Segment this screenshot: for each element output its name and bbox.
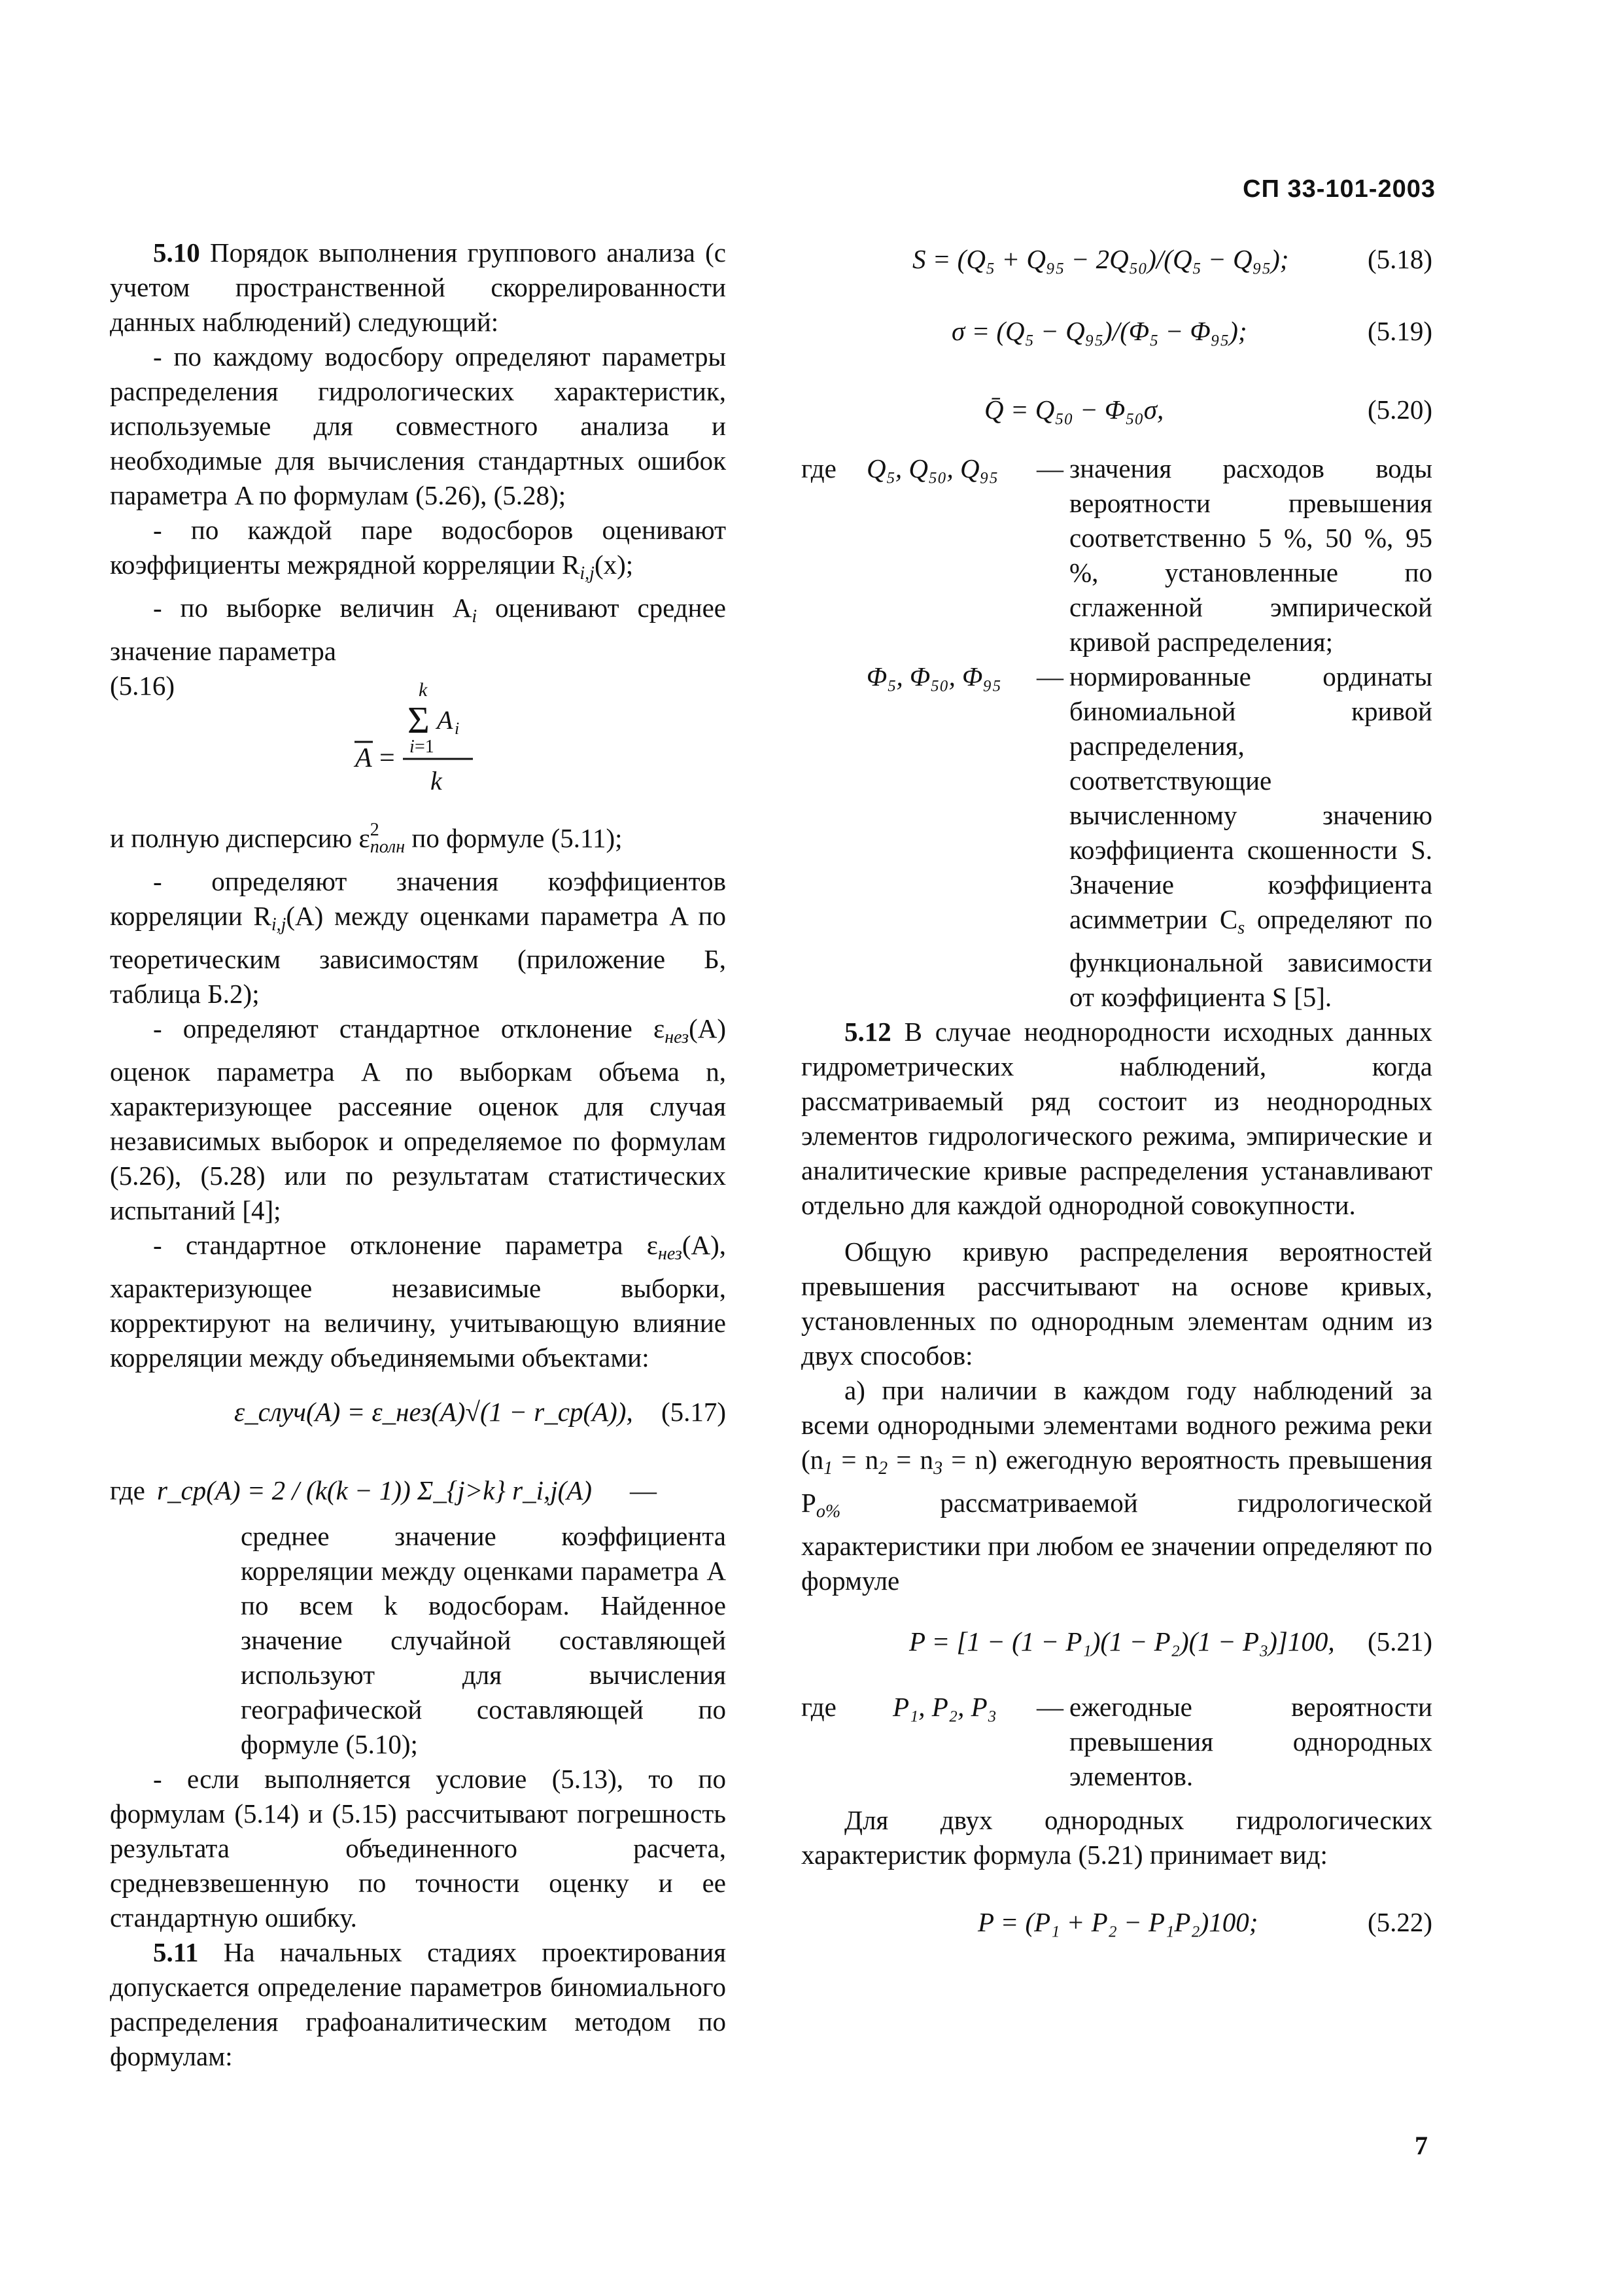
two-characteristics-paragraph: Для двух однородных гидрологических характеристик формула (5.21) принимает вид: (801, 1805, 1432, 1870)
svg-text:i: i (409, 737, 415, 757)
document-code-header: СП 33-101-2003 (1243, 175, 1436, 203)
r-cp-description: среднее значение коэффициента корреляции между оценками параметра A по всем k водосборам. Найденное значение случайной составляющей используют для вычисления географической составляющей по формуле (5.10); (241, 1521, 726, 1759)
page-number: 7 (1415, 2131, 1428, 2160)
formula-expression: P = [1 − (1 − P₁)(1 − P₂)(1 − P₃)]100, (909, 1626, 1335, 1656)
general-curve-paragraph: Общую кривую распределения вероятностей превышения рассчитывают на основе кривых, установленных по однородным элементам одним из двух способов: (801, 1236, 1432, 1371)
list-item: а) при наличии в каждом году наблюдений за всеми однородными элементами водного режима реки $(n_1 = n_2 = n_3 = n)$ ежегодную вероятность превышения $P_{о\%}$ рассматриваемой гидрологической характеристики при любом ее значении определяют по формуле (801, 1375, 1433, 1596)
formula-expression: P = (P₁ + P₂ − P₁P₂)100; (978, 1907, 1258, 1937)
phi-symbols: Φ₅, Φ₅₀, Φ₉₅ (867, 661, 1001, 692)
list-item: - по выборке величин $A_i$ оценивают среднее значение параметра (110, 593, 726, 666)
dash: — (1037, 661, 1063, 692)
formula-number: (5.22) (1367, 1907, 1432, 1937)
q-symbols: Q₅, Q₅₀, Q₉₅ (867, 453, 999, 483)
formula-number: (5.16) (110, 671, 175, 701)
formula-5-16-graphic (110, 669, 726, 813)
section-5-10: 5.10 Порядок выполнения группового анализа (с учетом пространственной скоррелированности данных наблюдений) следующий: (110, 237, 726, 337)
where-label: где (110, 1475, 145, 1505)
where-phi-definition (801, 659, 1432, 1015)
formula-expression: σ = (Q₅ − Q₉₅)/(Φ₅ − Φ₉₅); (952, 316, 1247, 346)
formula-5-20 (801, 373, 1432, 451)
q-description: значения расходов воды вероятности превышения соответственно 5 %, 50 %, 95 %, установленные по сглаженной эмпирической кривой распределения; (1069, 453, 1432, 657)
formula-5-22 (801, 1872, 1432, 1957)
svg-text:Σ: Σ (407, 699, 430, 741)
where-p-definition (801, 1690, 1432, 1794)
section-number: 5.10 (153, 237, 200, 268)
formula-expression: r_ср(A) = 2 / (k(k − 1)) Σ_{j>k} r_i,j(A) (157, 1475, 592, 1505)
formula-number: (5.21) (1367, 1626, 1432, 1656)
formula-5-17 (110, 1375, 726, 1454)
dash: — (630, 1475, 657, 1505)
where-label: где (801, 453, 837, 483)
p-description: ежегодные вероятности превышения однородных элементов. (1069, 1692, 1432, 1791)
formula-expression: Q̄ = Q₅₀ − Φ₅₀σ, (984, 394, 1164, 425)
p-symbols: P₁, P₂, P₃ (893, 1692, 997, 1722)
where-label: где (801, 1692, 837, 1722)
dispersion-line: и полную дисперсию $\varepsilon^2_{полн}$ по формуле (5.11); (110, 820, 623, 857)
where-q-definition (801, 451, 1432, 659)
svg-text:k: k (419, 679, 428, 701)
list-item: - по каждому водосбору определяют параметры распределения гидрологических характеристик, используемые для совместного анализа и необходимые для вычисления стандартных ошибок параметра A по формулам (5.26), (5.28); (110, 342, 726, 510)
list-item: - определяют стандартное отклонение $\varepsilon_{нез}(A)$ оценок параметра A по выборкам объема n, характеризующее рассеяние оценок для случая независимых выборок и определяемое по формулам (5.26), (5.28) или по результатам статистических испытаний [4]; (110, 1013, 726, 1225)
formula-number: (5.17) (661, 1397, 726, 1427)
svg-text:A: A (437, 705, 453, 735)
formula-number: (5.20) (1367, 394, 1432, 425)
section-5-12: 5.12 В случае неоднородности исходных данных гидрометрических наблюдений, когда рассматриваемый ряд состоит из неоднородных элементов гидрологического режима, эмпирические и аналитические кривые распределения устанавливают отдельно для каждой однородной совокупности. (801, 1017, 1432, 1220)
svg-text:=: = (379, 743, 395, 773)
section-number: 5.11 (153, 1937, 199, 1967)
svg-text:k: k (430, 766, 442, 796)
formula-5-18 (801, 236, 1432, 301)
svg-text:i: i (455, 719, 460, 738)
svg-text:=1: =1 (415, 737, 434, 757)
formula-expression: ε_случ(A) = ε_нез(A)√(1 − r_ср(A)), (234, 1397, 633, 1427)
section-5-11: 5.11 На начальных стадиях проектирования допускается определение параметров биномиального распределения графоаналитическим методом по формулам: (110, 1937, 726, 2071)
formula-r-cp (110, 1454, 726, 1519)
right-column (801, 236, 1432, 1957)
formula-expression: S = (Q₅ + Q₉₅ − 2Q₅₀)/(Q₅ − Q₉₅); (912, 244, 1289, 274)
formula-number: (5.19) (1367, 316, 1432, 346)
list-item: - если выполняется условие (5.13), то по формулам (5.14) и (5.15) рассчитывают погрешность результата объединенного расчета, средневзвешенную по точности оценку и ее стандартную ошибку. (110, 1764, 726, 1933)
formula-5-19 (801, 301, 1432, 373)
formula-number: (5.18) (1367, 244, 1432, 274)
dash: — (1037, 453, 1063, 483)
left-column (110, 236, 726, 2074)
phi-description: нормированные ординаты биномиальной кривой распределения, соответствующие вычисленному значению коэффициента скошенности S. Значение коэффициента асимметрии $C_s$ определяют по функциональной зависимости от коэффициента S [5]. (1069, 661, 1432, 1012)
list-item: - определяют значения коэффициентов корреляции $R_{i,j}(A)$ между оценками параметра A по теоретическим зависимостям (приложение Б, таблица Б.2); (110, 866, 726, 1009)
section-number: 5.12 (844, 1017, 891, 1047)
formula-5-16 (110, 669, 726, 813)
list-item: - по каждой паре водосборов оценивают коэффициенты межрядной корреляции $R_{i,j}(x)$; (110, 515, 726, 584)
list-item: - стандартное отклонение параметра $\varepsilon_{нез}(A)$, характеризующее независимые выборки, корректируют на величину, учитывающую влияние корреляции между объединяемыми объектами: (110, 1230, 726, 1373)
formula-5-21 (801, 1598, 1432, 1683)
dash: — (1037, 1692, 1063, 1722)
svg-text:A: A (355, 743, 372, 773)
